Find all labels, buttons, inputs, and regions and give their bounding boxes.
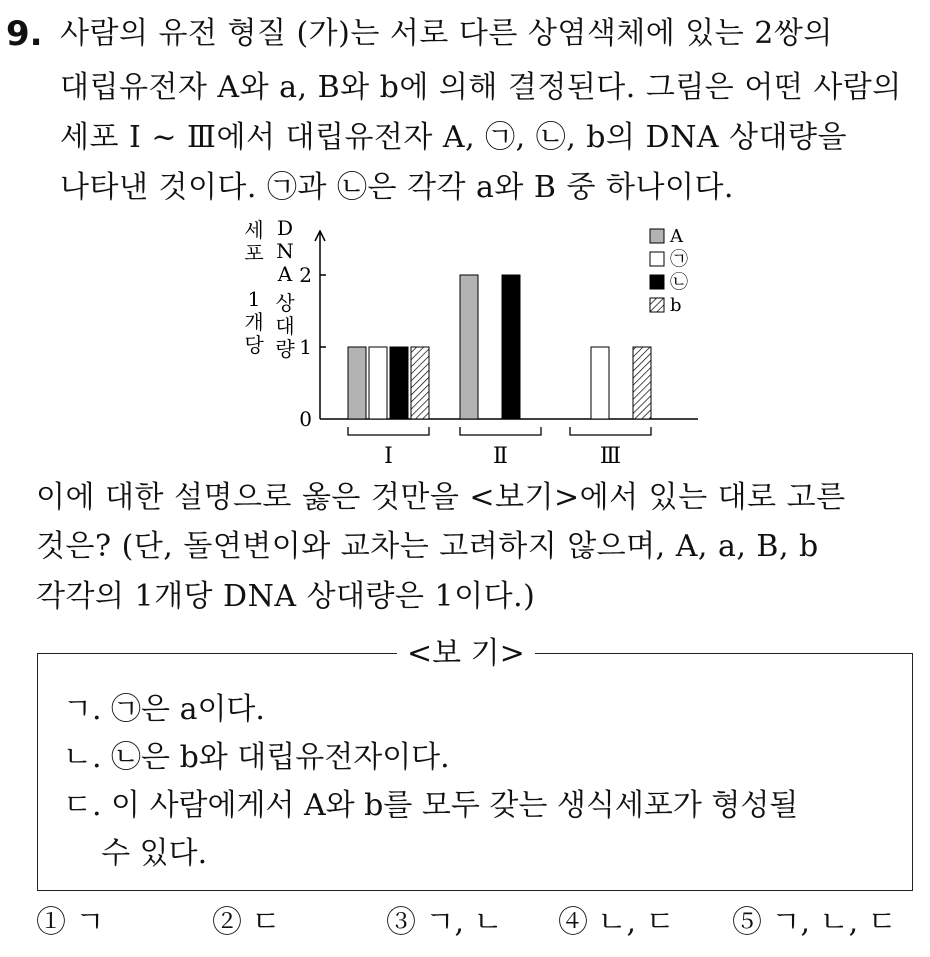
bogi-title: <보 기> <box>397 634 535 674</box>
bogi-item-3-cont: 수 있다. <box>63 836 208 871</box>
legend-label-4: b <box>670 295 682 316</box>
x-tick-label: Ⅲ <box>599 444 622 465</box>
instruction-line-1: 이에 대한 설명으로 옳은 것만을 <보기>에서 있는 대로 고른 <box>36 480 846 515</box>
bar-A-1 <box>348 347 366 419</box>
y-axis-label-outer: 포 <box>244 241 264 265</box>
bar-b-1 <box>411 347 429 419</box>
category-bracket <box>570 427 651 435</box>
bar-㉠-3 <box>591 347 609 419</box>
category-bracket <box>460 427 541 435</box>
legend-swatch-2 <box>650 252 664 266</box>
y-axis-label-outer: 개 <box>244 310 264 334</box>
legend-swatch-3 <box>650 275 664 289</box>
choice-2[interactable]: ② ㄷ <box>212 905 281 940</box>
legend-swatch-1 <box>650 229 664 243</box>
choice-3[interactable]: ③ ㄱ, ㄴ <box>386 905 503 940</box>
legend-label-2: ㉠ <box>670 249 688 270</box>
choice-5[interactable]: ⑤ ㄱ, ㄴ, ㄷ <box>732 905 897 940</box>
y-axis-label-relative: 량 <box>275 337 295 361</box>
y-axis-label-dna: D <box>276 216 294 240</box>
question-text-line-3: 세포 Ⅰ ~ Ⅲ에서 대립유전자 A, ㉠, ㉡, b의 DNA 상대량을 <box>60 120 847 155</box>
question-text-line-1: 사람의 유전 형질 (가)는 서로 다른 상염색체에 있는 2쌍의 <box>60 16 833 51</box>
question-number: 9. <box>6 14 43 54</box>
y-axis-label-outer: 세 <box>244 218 264 242</box>
bar-㉡-1 <box>390 347 408 419</box>
bar-㉡-2 <box>502 275 520 419</box>
y-axis-label-dna: A <box>277 262 293 286</box>
bar-b-3 <box>633 347 651 419</box>
bogi-item-2: ㄴ. ㉡은 b와 대립유전자이다. <box>63 740 450 775</box>
bogi-item-3: ㄷ. 이 사람에게서 A와 b를 모두 갖는 생식세포가 형성될 <box>63 788 799 823</box>
y-tick-label: 2 <box>299 263 312 287</box>
legend-label-1: A <box>670 226 683 247</box>
bar-A-2 <box>460 275 478 419</box>
y-axis-label-outer: 1 <box>247 287 261 311</box>
instruction-line-2: 것은? (단, 돌연변이와 교차는 고려하지 않으며, A, a, B, b <box>36 529 819 564</box>
dna-bar-chart <box>230 215 710 469</box>
chart-svg <box>230 215 710 465</box>
x-tick-label: Ⅱ <box>493 444 508 465</box>
legend-swatch-4 <box>650 298 664 312</box>
category-bracket <box>348 427 429 435</box>
question-text-line-4: 나타낸 것이다. ㉠과 ㉡은 각각 a와 B 중 하나이다. <box>60 170 734 205</box>
y-tick-label: 0 <box>299 407 312 431</box>
y-axis-label-dna: N <box>276 239 294 263</box>
choice-4[interactable]: ④ ㄴ, ㄷ <box>558 905 675 940</box>
y-axis-label-outer: 당 <box>244 333 264 357</box>
bogi-item-1: ㄱ. ㉠은 a이다. <box>63 692 265 727</box>
bar-㉠-1 <box>369 347 387 419</box>
instruction-line-3: 각각의 1개당 DNA 상대량은 1이다.) <box>36 579 536 614</box>
y-axis-label-relative: 대 <box>275 314 295 338</box>
question-text-line-2: 대립유전자 A와 a, B와 b에 의해 결정된다. 그림은 어떤 사람의 <box>60 70 902 105</box>
y-axis-label-relative: 상 <box>275 291 295 315</box>
legend-label-3: ㉡ <box>670 272 688 293</box>
choice-1[interactable]: ① ㄱ <box>36 905 105 940</box>
x-tick-label: Ⅰ <box>384 444 393 465</box>
y-tick-label: 1 <box>299 335 312 359</box>
